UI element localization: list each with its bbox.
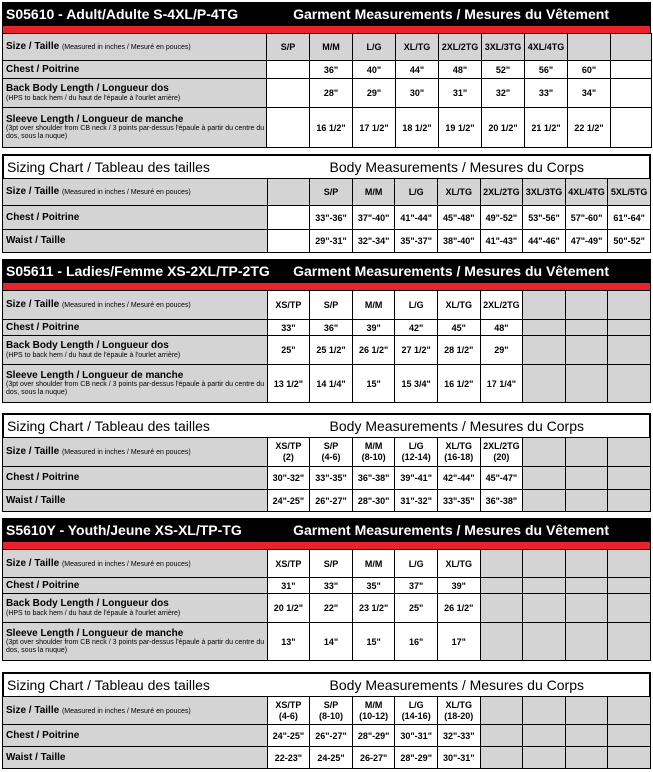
empty-cell [608, 623, 651, 661]
value-cell [267, 79, 310, 108]
size-cell: XL/TG (16-18) [437, 438, 480, 467]
empty-cell [523, 550, 566, 578]
product-title: S5610Y - Youth/Jeune XS-XL/TP-TG [6, 522, 242, 538]
value-cell: 32"-34" [352, 230, 395, 253]
value-cell: 48" [480, 320, 523, 336]
waist-label: Waist / Taille [3, 230, 268, 253]
value-cell: 31" [439, 79, 482, 108]
value-cell: 25" [395, 594, 438, 623]
adult-garment-header [2, 2, 651, 26]
ladies-body-header [2, 413, 651, 437]
empty-cell [523, 365, 566, 403]
value-cell: 28"-29" [352, 725, 395, 747]
value-cell: 20 1/2" [482, 108, 525, 148]
empty-cell [523, 623, 566, 661]
youth-body-table [2, 696, 651, 769]
value-cell: 39" [437, 578, 480, 594]
size-cell: S/P [267, 34, 310, 61]
garment-title: Garment Measurements / Mesures du Vêtement [293, 263, 609, 279]
size-row [3, 697, 651, 725]
value-cell: 21 1/2" [525, 108, 568, 148]
value-cell: 26"-27" [310, 725, 353, 747]
empty-cell [565, 365, 608, 403]
size-cell: XS/TP (4-6) [267, 697, 310, 725]
value-cell: 26 1/2" [437, 594, 480, 623]
empty-cell [608, 467, 651, 490]
empty-cell [611, 108, 652, 148]
empty-cell [608, 336, 651, 365]
value-cell: 32"-33" [437, 725, 480, 747]
empty-cell [523, 320, 566, 336]
value-cell: 16" [395, 623, 438, 661]
value-cell: 33" [525, 79, 568, 108]
value-cell: 38"-40" [437, 230, 480, 253]
value-cell: 32" [482, 79, 525, 108]
value-cell: 57"-60" [565, 206, 608, 230]
empty-cell [565, 725, 608, 747]
value-cell: 37" [395, 578, 438, 594]
empty-cell [523, 578, 566, 594]
size-cell: 3XL/3TG [523, 179, 566, 206]
empty-cell [565, 578, 608, 594]
empty-cell [480, 623, 523, 661]
back-length-row [3, 336, 651, 365]
size-label: Size / Taille (Measured in inches / Mesuré en pouces) [3, 291, 268, 320]
value-cell: 41"-43" [480, 230, 523, 253]
chest-row [3, 578, 651, 594]
size-cell: L/G [395, 179, 438, 206]
empty-cell [480, 747, 523, 769]
size-cell: S/P (4-6) [310, 438, 353, 467]
empty-cell [608, 438, 651, 467]
youth-garment-block [2, 518, 651, 661]
value-cell: 26-27" [352, 747, 395, 769]
value-cell: 26 1/2" [352, 336, 395, 365]
size-cell: L/G [353, 34, 396, 61]
size-label: Size / Taille (Measured in inches / Mesuré en pouces) [3, 697, 268, 725]
empty-cell [611, 34, 652, 61]
product-title: S05610 - Adult/Adulte S-4XL/P-4TG [6, 6, 239, 22]
body-title: Body Measurements / Mesures du Corps [329, 677, 584, 693]
size-cell: S/P [310, 291, 353, 320]
value-cell: 33"-35" [310, 467, 353, 490]
value-cell: 16 1/2" [310, 108, 353, 148]
red-band [2, 283, 651, 290]
sizing-chart-title: Sizing Chart / Tableau des tailles [7, 418, 210, 434]
value-cell: 36" [310, 320, 353, 336]
sleeve-row [3, 108, 652, 148]
empty-cell [608, 594, 651, 623]
value-cell: 35" [352, 578, 395, 594]
back-length-label: Back Body Length / Longueur dos (HPS to back hem / du haut de l'épaule à l'ourlet arrière) [3, 594, 268, 623]
size-cell: L/G (12-14) [395, 438, 438, 467]
size-row [3, 291, 651, 320]
chest-label: Chest / Poitrine [3, 725, 268, 747]
empty-cell [608, 725, 651, 747]
value-cell: 61"-64" [608, 206, 651, 230]
empty-cell [565, 320, 608, 336]
waist-row [3, 490, 651, 512]
value-cell: 44" [396, 61, 439, 79]
size-cell: 2XL/2TG [480, 179, 523, 206]
chest-row [3, 467, 651, 490]
waist-label: Waist / Taille [3, 747, 268, 769]
empty-cell [480, 578, 523, 594]
empty-cell [267, 179, 310, 206]
adult-body-header [2, 154, 651, 178]
value-cell: 60" [568, 61, 611, 79]
empty-cell [480, 725, 523, 747]
adult-garment-block [2, 2, 651, 148]
youth-body-header [2, 672, 651, 696]
ladies-garment-block [2, 259, 651, 403]
size-cell: M/M [352, 550, 395, 578]
empty-cell [565, 467, 608, 490]
value-cell: 52" [482, 61, 525, 79]
back-length-label: Back Body Length / Longueur dos (HPS to back hem / du haut de l'épaule à l'ourlet arrière) [3, 79, 267, 108]
body-title: Body Measurements / Mesures du Corps [329, 159, 584, 175]
size-cell: XL/TG (18-20) [437, 697, 480, 725]
value-cell: 29" [480, 336, 523, 365]
value-cell: 39"-41" [395, 467, 438, 490]
value-cell [267, 206, 310, 230]
empty-cell [608, 365, 651, 403]
value-cell: 17 1/4" [480, 365, 523, 403]
empty-cell [523, 467, 566, 490]
size-cell: 3XL/3TG [482, 34, 525, 61]
value-cell: 45"-47" [480, 467, 523, 490]
value-cell: 28"-30" [352, 490, 395, 512]
size-row [3, 438, 651, 467]
value-cell: 19 1/2" [439, 108, 482, 148]
youth-body-block [2, 672, 651, 769]
value-cell: 28"-29" [395, 747, 438, 769]
back-length-row [3, 594, 651, 623]
value-cell: 25" [267, 336, 310, 365]
value-cell: 14" [310, 623, 353, 661]
empty-cell [565, 291, 608, 320]
value-cell: 33"-35" [437, 490, 480, 512]
value-cell: 36"-38" [352, 467, 395, 490]
size-cell: M/M [352, 179, 395, 206]
size-cell: XL/TG [437, 550, 480, 578]
value-cell: 33" [310, 578, 353, 594]
value-cell: 50"-52" [608, 230, 651, 253]
sizing-chart-title: Sizing Chart / Tableau des tailles [7, 159, 210, 175]
size-cell: XL/TG [437, 179, 480, 206]
empty-cell [608, 320, 651, 336]
empty-cell [608, 578, 651, 594]
empty-cell [608, 550, 651, 578]
value-cell: 31" [267, 578, 310, 594]
ladies-garment-table [2, 290, 651, 403]
garment-title: Garment Measurements / Mesures du Vêtement [293, 6, 609, 22]
size-cell: 4XL/4TG [525, 34, 568, 61]
chest-row [3, 320, 651, 336]
sleeve-row [3, 365, 651, 403]
sleeve-label: Sleeve Length / Longueur de manche (3pt over shoulder from CB neck / 3 points par-dessus l'épaule à partir du centre du dos, sous la nuque) [3, 108, 267, 148]
value-cell: 29"-31" [310, 230, 353, 253]
value-cell: 45" [437, 320, 480, 336]
ladies-body-table [2, 437, 651, 512]
size-cell: XL/TG [396, 34, 439, 61]
empty-cell [608, 697, 651, 725]
value-cell: 49"-52" [480, 206, 523, 230]
value-cell: 13 1/2" [267, 365, 310, 403]
empty-cell [480, 697, 523, 725]
empty-cell [608, 291, 651, 320]
chest-row [3, 61, 652, 79]
size-cell: M/M (10-12) [352, 697, 395, 725]
chest-label: Chest / Poitrine [3, 320, 268, 336]
adult-body-table [2, 178, 651, 253]
size-cell: 2XL/2TG [439, 34, 482, 61]
red-band [2, 542, 651, 549]
size-cell: M/M (8-10) [352, 438, 395, 467]
empty-cell [565, 623, 608, 661]
value-cell: 48" [439, 61, 482, 79]
waist-row [3, 230, 651, 253]
waist-row [3, 747, 651, 769]
sizing-chart-title: Sizing Chart / Tableau des tailles [7, 677, 210, 693]
size-label: Size / Taille (Measured in inches / Mesuré en pouces) [3, 34, 267, 61]
size-cell: S/P (8-10) [310, 697, 353, 725]
value-cell: 22 1/2" [568, 108, 611, 148]
empty-cell [523, 747, 566, 769]
value-cell: 41"-44" [395, 206, 438, 230]
value-cell: 24-25" [310, 747, 353, 769]
chest-row [3, 725, 651, 747]
empty-cell [523, 291, 566, 320]
value-cell: 26"-27" [310, 490, 353, 512]
sleeve-row [3, 623, 651, 661]
value-cell: 17 1/2" [353, 108, 396, 148]
empty-cell [568, 34, 611, 61]
empty-cell [565, 438, 608, 467]
value-cell: 45"-48" [437, 206, 480, 230]
value-cell: 33" [267, 320, 310, 336]
value-cell: 30"-32" [267, 467, 310, 490]
value-cell: 24"-25" [267, 725, 310, 747]
empty-cell [523, 697, 566, 725]
empty-cell [523, 336, 566, 365]
value-cell: 27 1/2" [395, 336, 438, 365]
value-cell: 13" [267, 623, 310, 661]
value-cell: 35"-37" [395, 230, 438, 253]
ladies-garment-header [2, 259, 651, 283]
empty-cell [480, 550, 523, 578]
adult-body-block [2, 154, 651, 253]
size-cell: L/G [395, 291, 438, 320]
size-cell: L/G [395, 550, 438, 578]
value-cell: 37"-40" [352, 206, 395, 230]
size-cell: 5XL/5TG [608, 179, 651, 206]
size-cell: 2XL/2TG (20) [480, 438, 523, 467]
size-cell: M/M [310, 34, 353, 61]
size-cell: S/P [310, 550, 353, 578]
value-cell: 44"-46" [523, 230, 566, 253]
empty-cell [523, 438, 566, 467]
value-cell: 28" [310, 79, 353, 108]
value-cell: 34" [568, 79, 611, 108]
empty-cell [565, 697, 608, 725]
value-cell: 40" [353, 61, 396, 79]
value-cell [267, 61, 310, 79]
size-row [3, 34, 652, 61]
value-cell: 25 1/2" [310, 336, 353, 365]
empty-cell [611, 79, 652, 108]
value-cell: 42" [395, 320, 438, 336]
adult-garment-table [2, 33, 652, 148]
size-label: Size / Taille (Measured in inches / Mesuré en pouces) [3, 438, 268, 467]
youth-garment-header [2, 518, 651, 542]
chest-row [3, 206, 651, 230]
value-cell: 33"-36" [310, 206, 353, 230]
product-title: S05611 - Ladies/Femme XS-2XL/TP-2TG [6, 263, 270, 279]
value-cell: 15 3/4" [395, 365, 438, 403]
value-cell: 23 1/2" [352, 594, 395, 623]
value-cell: 31"-32" [395, 490, 438, 512]
size-cell: XL/TG [437, 291, 480, 320]
value-cell: 20 1/2" [267, 594, 310, 623]
empty-cell [565, 550, 608, 578]
size-label: Size / Taille (Measured in inches / Mesuré en pouces) [3, 550, 268, 578]
chest-label: Chest / Poitrine [3, 61, 267, 79]
size-cell: XS/TP [267, 550, 310, 578]
size-label: Size / Taille (Measured in inches / Mesuré en pouces) [3, 179, 268, 206]
empty-cell [565, 336, 608, 365]
body-title: Body Measurements / Mesures du Corps [329, 418, 584, 434]
size-cell: L/G (14-16) [395, 697, 438, 725]
value-cell: 30"-31" [395, 725, 438, 747]
waist-label: Waist / Taille [3, 490, 268, 512]
sleeve-label: Sleeve Length / Longueur de manche (3pt over shoulder from CB neck / 3 points par-dessus l'épaule à partir du centre du dos, sous la nuque) [3, 365, 268, 403]
value-cell: 36"-38" [480, 490, 523, 512]
chest-label: Chest / Poitrine [3, 578, 268, 594]
ladies-body-block [2, 413, 651, 512]
size-cell: XS/TP (2) [267, 438, 310, 467]
value-cell: 56" [525, 61, 568, 79]
youth-garment-table [2, 549, 651, 661]
value-cell: 29" [353, 79, 396, 108]
value-cell: 22-23" [267, 747, 310, 769]
empty-cell [565, 490, 608, 512]
sleeve-label: Sleeve Length / Longueur de manche (3pt over shoulder from CB neck / 3 points par-dessus l'épaule à partir du centre du dos, sous la nuque) [3, 623, 268, 661]
value-cell: 15" [352, 365, 395, 403]
value-cell: 36" [310, 61, 353, 79]
size-cell: S/P [310, 179, 353, 206]
value-cell: 18 1/2" [396, 108, 439, 148]
empty-cell [523, 725, 566, 747]
value-cell: 15" [352, 623, 395, 661]
value-cell [267, 230, 310, 253]
back-length-label: Back Body Length / Longueur dos (HPS to back hem / du haut de l'épaule à l'ourlet arrière) [3, 336, 268, 365]
chest-label: Chest / Poitrine [3, 206, 268, 230]
back-length-row [3, 79, 652, 108]
size-cell: 2XL/2TG [480, 291, 523, 320]
value-cell: 47"-49" [565, 230, 608, 253]
size-cell: XS/TP [267, 291, 310, 320]
empty-cell [523, 490, 566, 512]
size-cell: 4XL/4TG [565, 179, 608, 206]
value-cell [267, 108, 310, 148]
empty-cell [565, 747, 608, 769]
empty-cell [608, 490, 651, 512]
value-cell: 16 1/2" [437, 365, 480, 403]
value-cell: 42"-44" [437, 467, 480, 490]
red-band [2, 26, 651, 33]
value-cell: 53"-56" [523, 206, 566, 230]
value-cell: 17" [437, 623, 480, 661]
chest-label: Chest / Poitrine [3, 467, 268, 490]
empty-cell [523, 594, 566, 623]
empty-cell [480, 594, 523, 623]
value-cell: 14 1/4" [310, 365, 353, 403]
empty-cell [565, 594, 608, 623]
empty-cell [608, 747, 651, 769]
value-cell: 30" [396, 79, 439, 108]
size-row [3, 550, 651, 578]
value-cell: 28 1/2" [437, 336, 480, 365]
garment-title: Garment Measurements / Mesures du Vêtement [293, 522, 609, 538]
size-row [3, 179, 651, 206]
value-cell: 39" [352, 320, 395, 336]
size-cell: M/M [352, 291, 395, 320]
value-cell: 22" [310, 594, 353, 623]
value-cell: 30"-31" [437, 747, 480, 769]
empty-cell [611, 61, 652, 79]
value-cell: 24"-25" [267, 490, 310, 512]
